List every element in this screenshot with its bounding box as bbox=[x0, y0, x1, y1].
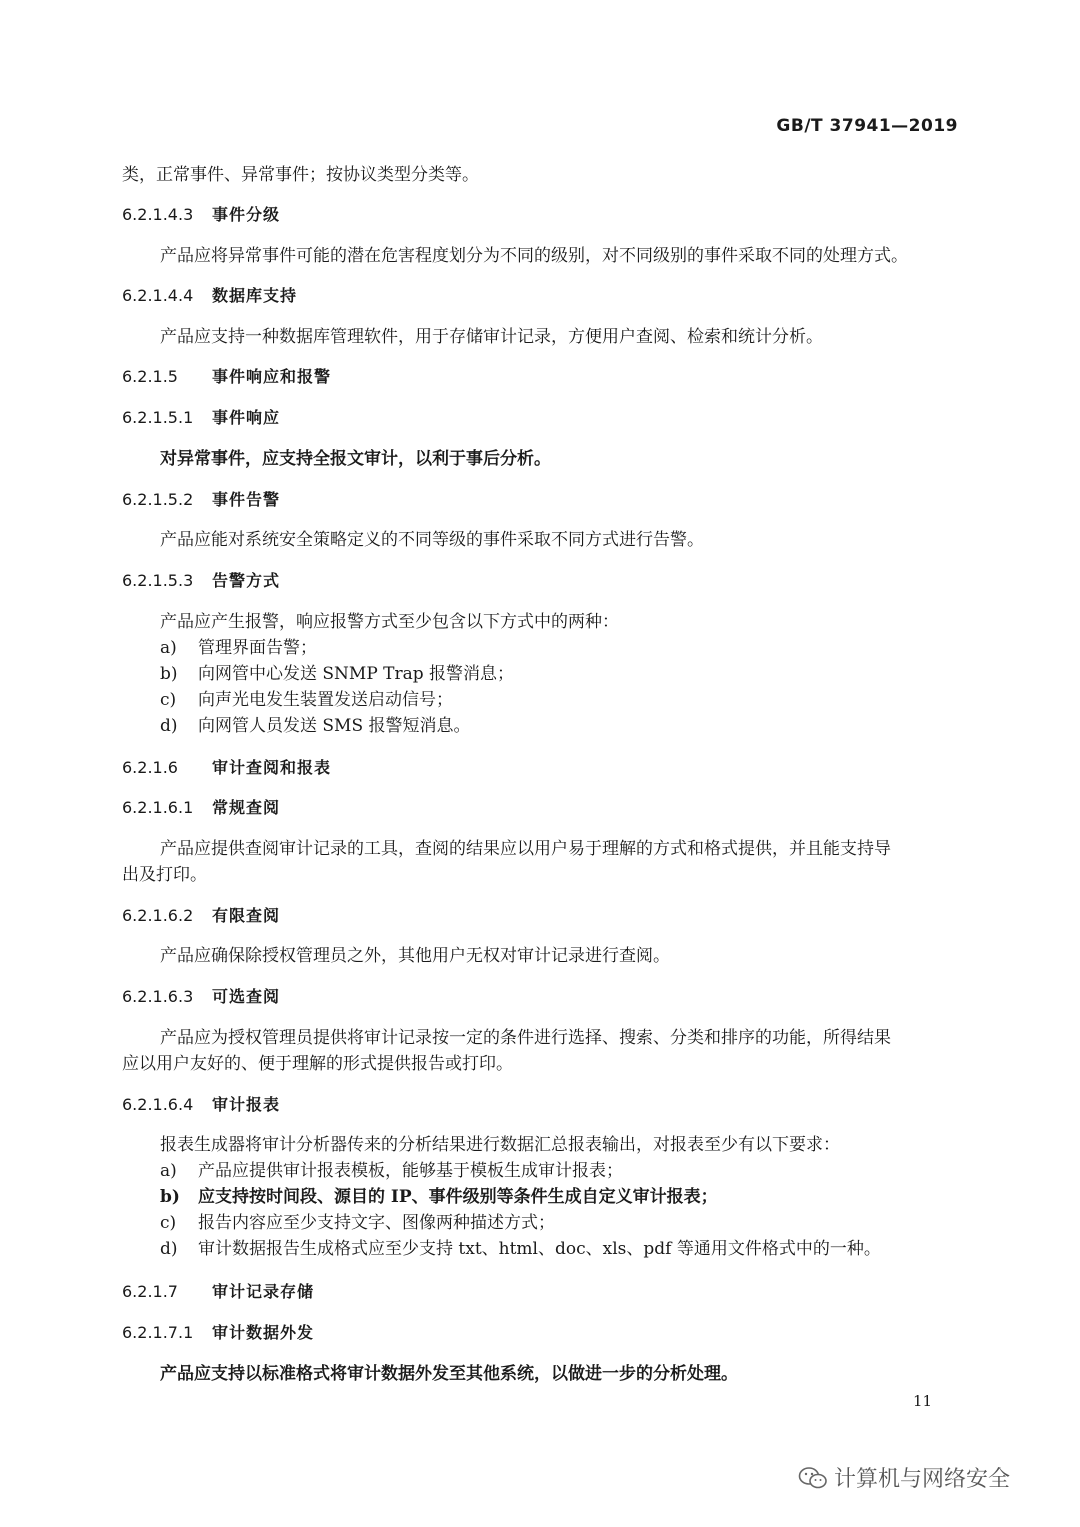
section-heading bbox=[122, 984, 960, 1010]
list-item bbox=[122, 661, 998, 687]
section-heading bbox=[122, 1279, 960, 1305]
section-heading bbox=[122, 283, 960, 309]
section-title: 有限查阅 bbox=[212, 906, 281, 925]
section-number: 6.2.1.7 bbox=[122, 1282, 178, 1301]
section-number: 6.2.1.7.1 bbox=[122, 1323, 194, 1342]
standard-number: GB/T 37941—2019 bbox=[776, 116, 958, 136]
list-item bbox=[122, 713, 998, 739]
section-title: 审计查阅和报表 bbox=[212, 758, 332, 777]
section-number: 6.2.1.4.4 bbox=[122, 286, 194, 305]
paragraph-line: 产品应将异常事件可能的潜在危害程度划分为不同的级别，对不同级别的事件采取不同的处理方式。 bbox=[160, 246, 908, 266]
list-item bbox=[122, 687, 998, 713]
list-item-text: 向声光电发生装置发送启动信号； bbox=[198, 690, 453, 710]
list-item-text: 向网管中心发送 SNMP Trap 报警消息； bbox=[198, 664, 515, 684]
list-item-text: 应支持按时间段、源目的 IP、事件级别等条件生成自定义审计报表； bbox=[198, 1187, 718, 1207]
section-title: 事件响应和报警 bbox=[212, 367, 332, 386]
section-title: 可选查阅 bbox=[212, 987, 281, 1006]
section-number: 6.2.1.6.4 bbox=[122, 1095, 194, 1114]
paragraph-line: 产品应支持一种数据库管理软件，用于存储审计记录，方便用户查阅、检索和统计分析。 bbox=[160, 327, 823, 347]
section-number: 6.2.1.6 bbox=[122, 758, 178, 777]
section-title: 告警方式 bbox=[212, 571, 281, 590]
paragraph-line: 产品应支持以标准格式将审计数据外发至其他系统，以做进一步的分析处理。 bbox=[160, 1364, 738, 1384]
section-heading bbox=[122, 487, 960, 513]
section-number: 6.2.1.4.3 bbox=[122, 205, 194, 224]
section-number: 6.2.1.6.1 bbox=[122, 798, 194, 817]
paragraph-line: 出及打印。 bbox=[122, 865, 207, 885]
section-number: 6.2.1.5.3 bbox=[122, 571, 194, 590]
section-title: 审计报表 bbox=[212, 1095, 281, 1114]
section-heading bbox=[122, 568, 960, 594]
watermark-text: 计算机与网络安全 bbox=[834, 1467, 1011, 1492]
paragraph-line: 应以用户友好的、便于理解的形式提供报告或打印。 bbox=[122, 1054, 513, 1074]
list-item bbox=[122, 635, 998, 661]
paragraph-line: 类，正常事件、异常事件；按协议类型分类等。 bbox=[122, 165, 479, 185]
list-item-label: d) bbox=[160, 716, 178, 736]
paragraph-line: 产品应为授权管理员提供将审计记录按一定的条件进行选择、搜索、分类和排序的功能，所得结果 bbox=[160, 1028, 891, 1048]
list-item-label: b) bbox=[160, 664, 178, 684]
section-heading bbox=[122, 795, 960, 821]
wechat-icon bbox=[798, 1466, 828, 1490]
list-item bbox=[122, 1236, 998, 1262]
section-title: 事件响应 bbox=[212, 408, 281, 427]
list-item-label: a) bbox=[160, 1161, 177, 1181]
section-number: 6.2.1.5.2 bbox=[122, 490, 194, 509]
list-item bbox=[122, 1158, 998, 1184]
list-item-text: 管理界面告警； bbox=[198, 638, 317, 658]
section-heading bbox=[122, 903, 960, 929]
list-item bbox=[122, 1184, 998, 1210]
section-number: 6.2.1.5.1 bbox=[122, 408, 194, 427]
paragraph-line: 产品应提供查阅审计记录的工具，查阅的结果应以用户易于理解的方式和格式提供，并且能支持导 bbox=[160, 839, 891, 859]
section-title: 事件分级 bbox=[212, 205, 281, 224]
list-item-label: a) bbox=[160, 638, 177, 658]
paragraph-line: 对异常事件，应支持全报文审计，以利于事后分析。 bbox=[160, 449, 551, 469]
section-title: 数据库支持 bbox=[212, 286, 298, 305]
section-title: 事件告警 bbox=[212, 490, 281, 509]
list-item bbox=[122, 1210, 998, 1236]
page-number: 11 bbox=[913, 1392, 933, 1410]
section-title: 审计记录存储 bbox=[212, 1282, 315, 1301]
list-item-label: b) bbox=[160, 1187, 180, 1207]
paragraph-line: 产品应能对系统安全策略定义的不同等级的事件采取不同方式进行告警。 bbox=[160, 530, 704, 550]
section-heading bbox=[122, 755, 960, 781]
paragraph-line: 产品应产生报警，响应报警方式至少包含以下方式中的两种： bbox=[160, 612, 619, 632]
list-item-label: c) bbox=[160, 690, 177, 710]
list-item-label: c) bbox=[160, 1213, 177, 1233]
list-item-text: 审计数据报告生成格式应至少支持 txt、html、doc、xls、pdf 等通用文件格式中的一种。 bbox=[198, 1239, 881, 1259]
list-item-text: 产品应提供审计报表模板，能够基于模板生成审计报表； bbox=[198, 1161, 623, 1181]
section-heading bbox=[122, 1320, 960, 1346]
list-item-text: 报告内容应至少支持文字、图像两种描述方式； bbox=[198, 1213, 555, 1233]
section-heading bbox=[122, 405, 960, 431]
section-heading bbox=[122, 202, 960, 228]
list-item-label: d) bbox=[160, 1239, 178, 1259]
list-item-text: 向网管人员发送 SMS 报警短消息。 bbox=[198, 716, 471, 736]
paragraph-line: 产品应确保除授权管理员之外，其他用户无权对审计记录进行查阅。 bbox=[160, 946, 670, 966]
section-number: 6.2.1.5 bbox=[122, 367, 178, 386]
section-heading bbox=[122, 364, 960, 390]
watermark bbox=[798, 1462, 1010, 1493]
section-title: 常规查阅 bbox=[212, 798, 281, 817]
section-heading bbox=[122, 1092, 960, 1118]
paragraph-line: 报表生成器将审计分析器传来的分析结果进行数据汇总报表输出，对报表至少有以下要求： bbox=[160, 1135, 840, 1155]
section-number: 6.2.1.6.3 bbox=[122, 987, 194, 1006]
section-title: 审计数据外发 bbox=[212, 1323, 315, 1342]
section-number: 6.2.1.6.2 bbox=[122, 906, 194, 925]
